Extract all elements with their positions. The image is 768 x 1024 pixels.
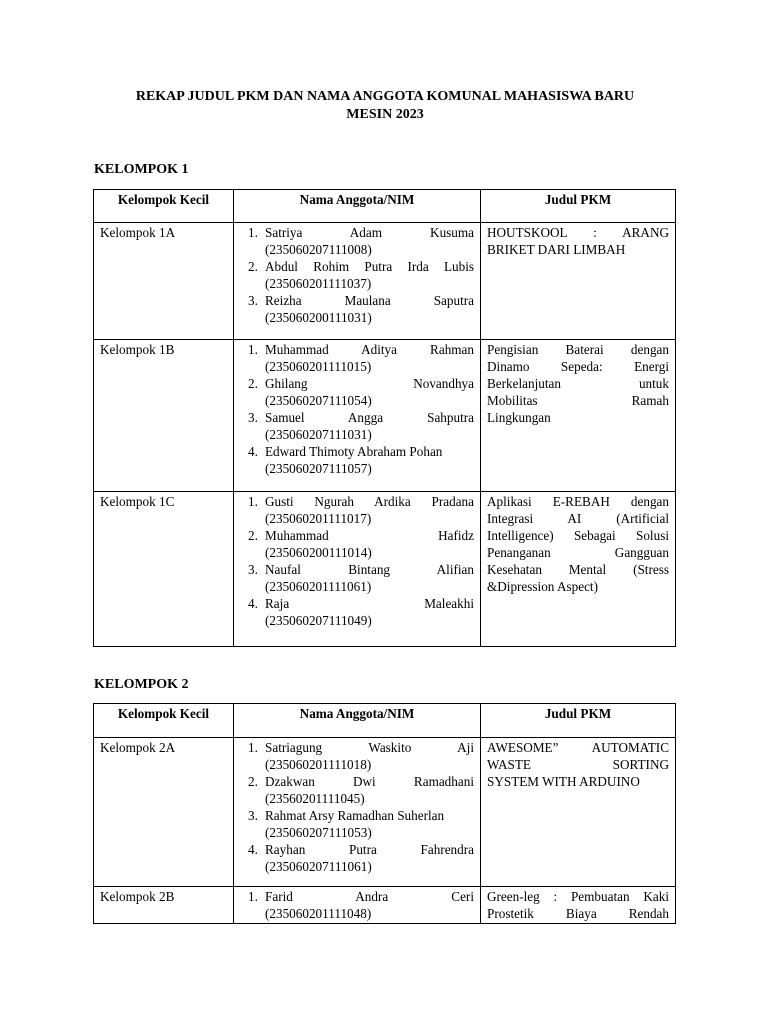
member-name: Farid Andra Ceri [265, 889, 474, 904]
header-judul-pkm: Judul PKM [481, 190, 676, 223]
table-kelompok-2 [93, 703, 676, 924]
header-kelompok-kecil: Kelompok Kecil [94, 704, 234, 738]
member-list [234, 492, 481, 647]
group-name: Kelompok 1A [94, 223, 234, 340]
document-title-line-2: MESIN 2023 [346, 107, 424, 122]
member-name: Edward Thimoty Abraham Pohan [265, 444, 443, 459]
member-nim: (235060207111054) [265, 393, 372, 408]
member-item: 1. Satriya Adam Kusuma (235060207111008) [248, 225, 474, 257]
header-nama-anggota: Nama Anggota/NIM [234, 190, 481, 223]
member-name: Raja Maleakhi [265, 596, 474, 611]
member-item: 3. Naufal Bintang Alifian (235060201111061) [248, 562, 474, 594]
member-nim: (235060207111008) [265, 242, 372, 257]
member-nim: (235060200111014) [265, 545, 372, 560]
member-nim: (235060207111053) [265, 825, 372, 840]
member-nim: (235060207111061) [265, 859, 372, 874]
member-name: Abdul Rohim Putra Irda Lubis [265, 259, 474, 274]
member-list [234, 738, 481, 887]
member-nim: (235060201111018) [265, 757, 372, 772]
member-name: Dzakwan Dwi Ramadhani [265, 774, 474, 789]
member-name: Reizha Maulana Saputra [265, 293, 474, 308]
member-nim: (235060200111031) [265, 310, 372, 325]
table-row [94, 492, 676, 647]
member-item: 2. Ghilang Novandhya (235060207111054) [248, 376, 474, 408]
table-row [94, 887, 676, 924]
pkm-title: Green-leg : Pembuatan Kaki Prostetik Biaya Rendah [481, 887, 676, 924]
member-nim: (235060201111015) [265, 359, 372, 374]
pkm-title: Pengisian Baterai dengan Dinamo Sepeda: Energi Berkelanjutan untuk Mobilitas Ramah Lingkungan [481, 340, 676, 492]
member-list [234, 887, 481, 924]
member-nim: (235060201111017) [265, 511, 372, 526]
member-item: 1. Muhammad Aditya Rahman (235060201111015) [248, 342, 474, 374]
header-nama-anggota: Nama Anggota/NIM [234, 704, 481, 738]
header-judul-pkm: Judul PKM [481, 704, 676, 738]
member-item: 3. Reizha Maulana Saputra (235060200111031) [248, 293, 474, 325]
member-item: 3. Rahmat Arsy Ramadhan Suherlan (235060207111053) [234, 807, 474, 841]
member-name: Samuel Angga Sahputra [265, 410, 474, 425]
table-kelompok-1 [93, 189, 676, 647]
member-name: Satriagung Waskito Aji [265, 740, 474, 755]
section-heading-kelompok-2: KELOMPOK 2 [94, 677, 189, 692]
section-heading-kelompok-1: KELOMPOK 1 [94, 162, 189, 177]
table-header-row [94, 704, 676, 738]
member-item: 2. Dzakwan Dwi Ramadhani (23560201111045) [248, 774, 474, 806]
member-name: Rahmat Arsy Ramadhan Suherlan [265, 808, 445, 823]
document-title [90, 88, 680, 124]
member-list [234, 223, 481, 340]
member-item: 3. Samuel Angga Sahputra (235060207111031) [248, 410, 474, 442]
member-item: 4. Raja Maleakhi (235060207111049) [248, 596, 474, 628]
table-row [94, 738, 676, 887]
member-nim: (23560201111045) [265, 791, 365, 806]
member-item: 1. Farid Andra Ceri (235060201111048) [248, 889, 474, 921]
member-item: 1. Satriagung Waskito Aji (235060201111018) [248, 740, 474, 772]
member-nim: (235060207111049) [265, 613, 372, 628]
group-name: Kelompok 2A [94, 738, 234, 887]
pkm-title: Aplikasi E-REBAH dengan Integrasi AI (Artificial Intelligence) Sebagai Solusi Penanganan Gangguan Kesehatan Mental (Stress &Dipression Aspect) [481, 492, 676, 647]
member-nim: (235060207111031) [265, 427, 372, 442]
member-nim: (235060201111037) [265, 276, 372, 291]
member-item: 2. Abdul Rohim Putra Irda Lubis (235060201111037) [248, 259, 474, 291]
member-list [234, 340, 481, 492]
member-nim: (235060207111057) [265, 461, 372, 476]
member-name: Naufal Bintang Alifian [265, 562, 474, 577]
table-row [94, 223, 676, 340]
member-name: Gusti Ngurah Ardika Pradana [265, 494, 474, 509]
member-item: 4. Edward Thimoty Abraham Pohan (235060207111057) [234, 443, 474, 477]
member-item: 4. Rayhan Putra Fahrendra (235060207111061) [248, 842, 474, 874]
table-row [94, 340, 676, 492]
member-name: Satriya Adam Kusuma [265, 225, 474, 240]
member-item: 1. Gusti Ngurah Ardika Pradana (235060201111017) [248, 494, 474, 526]
member-name: Muhammad Aditya Rahman [265, 342, 474, 357]
header-kelompok-kecil: Kelompok Kecil [94, 190, 234, 223]
table-header-row [94, 190, 676, 223]
document-title-line-1: REKAP JUDUL PKM DAN NAMA ANGGOTA KOMUNAL MAHASISWA BARU [135, 89, 635, 104]
member-nim: (235060201111061) [265, 579, 372, 594]
member-name: Ghilang Novandhya [265, 376, 474, 391]
pkm-title: HOUTSKOOL : ARANG BRIKET DARI LIMBAH [481, 223, 676, 340]
group-name: Kelompok 1C [94, 492, 234, 647]
member-name: Muhammad Hafidz [265, 528, 474, 543]
group-name: Kelompok 1B [94, 340, 234, 492]
member-nim: (235060201111048) [265, 906, 372, 921]
group-name: Kelompok 2B [94, 887, 234, 924]
pkm-title: AWESOME” AUTOMATIC WASTE SORTING SYSTEM WITH ARDUINO [481, 738, 676, 887]
member-item: 2. Muhammad Hafidz (235060200111014) [248, 528, 474, 560]
member-name: Rayhan Putra Fahrendra [265, 842, 474, 857]
